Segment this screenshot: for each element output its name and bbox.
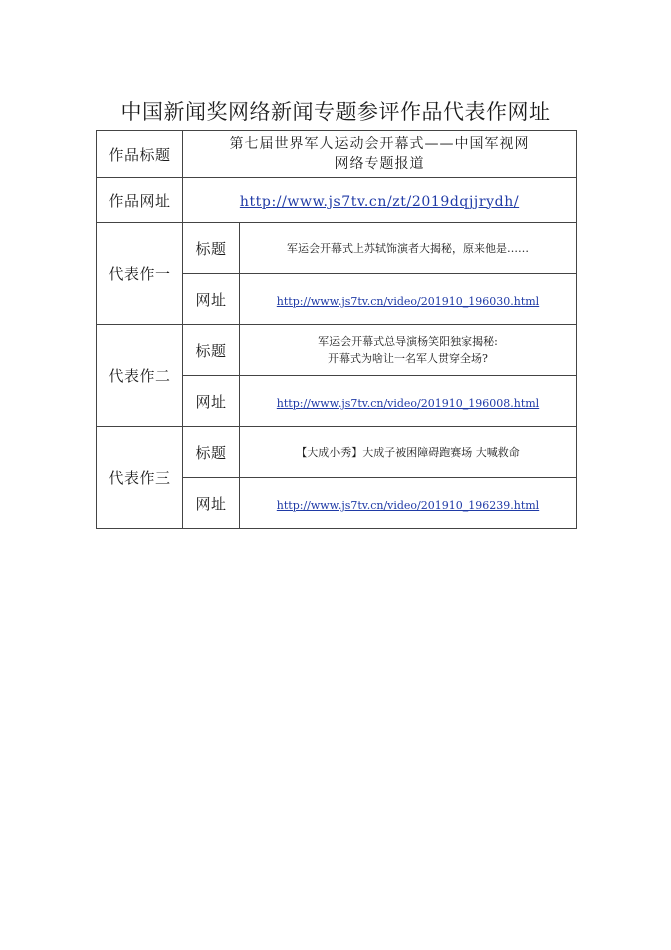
- works-table: [96, 130, 577, 529]
- rep2-label: 代表作二: [97, 325, 183, 427]
- rep1-url-link[interactable]: http://www.js7tv.cn/video/201910_196030.html: [276, 294, 540, 308]
- rep1-title-label: 标题: [183, 223, 240, 274]
- rep2-title-label: 标题: [183, 325, 240, 376]
- rep3-url-link[interactable]: http://www.js7tv.cn/video/201910_196239.html: [276, 498, 540, 512]
- document-title: 中国新闻奖网络新闻专题参评作品代表作网址: [120, 100, 551, 124]
- rep3-url-label: 网址: [183, 478, 240, 529]
- work-url-row: [97, 178, 577, 223]
- rep2-url-cell: [240, 376, 577, 427]
- rep3-title-value: [240, 427, 577, 478]
- rep2-title-value: [240, 325, 577, 376]
- rep2-title-row: [97, 325, 577, 376]
- rep1-title-row: [97, 223, 577, 274]
- rep1-label: 代表作一: [97, 223, 183, 325]
- rep3-title-line-1: 【大成小秀】大成子被困障碍跑赛场 大喊救命: [296, 445, 520, 459]
- rep3-label: 代表作三: [97, 427, 183, 529]
- rep3-title-row: [97, 427, 577, 478]
- work-title-line-2: 网络专题报道: [334, 156, 425, 172]
- rep3-title-label: 标题: [183, 427, 240, 478]
- work-title-line-1: 第七届世界军人运动会开幕式——中国军视网: [229, 136, 530, 152]
- work-url-link[interactable]: http://www.js7tv.cn/zt/2019dqjjrydh/: [239, 193, 520, 210]
- rep2-title-line-2: 开幕式为啥让一名军人贯穿全场?: [328, 352, 488, 365]
- work-title-value: [183, 131, 577, 178]
- rep2-url-label: 网址: [183, 376, 240, 427]
- rep2-url-link[interactable]: http://www.js7tv.cn/video/201910_196008.html: [276, 396, 540, 410]
- work-url-label: 作品网址: [97, 178, 183, 223]
- rep3-url-cell: [240, 478, 577, 529]
- work-url-cell: [183, 178, 577, 223]
- rep1-title-line-1: 军运会开幕式上苏轼饰演者大揭秘，原来他是……: [287, 241, 529, 255]
- work-title-row: [97, 131, 577, 178]
- work-title-label: 作品标题: [97, 131, 183, 178]
- rep2-title-line-1: 军运会开幕式总导演杨笑阳独家揭秘:: [318, 335, 498, 348]
- rep1-title-value: [240, 223, 577, 274]
- rep1-url-label: 网址: [183, 274, 240, 325]
- rep1-url-cell: [240, 274, 577, 325]
